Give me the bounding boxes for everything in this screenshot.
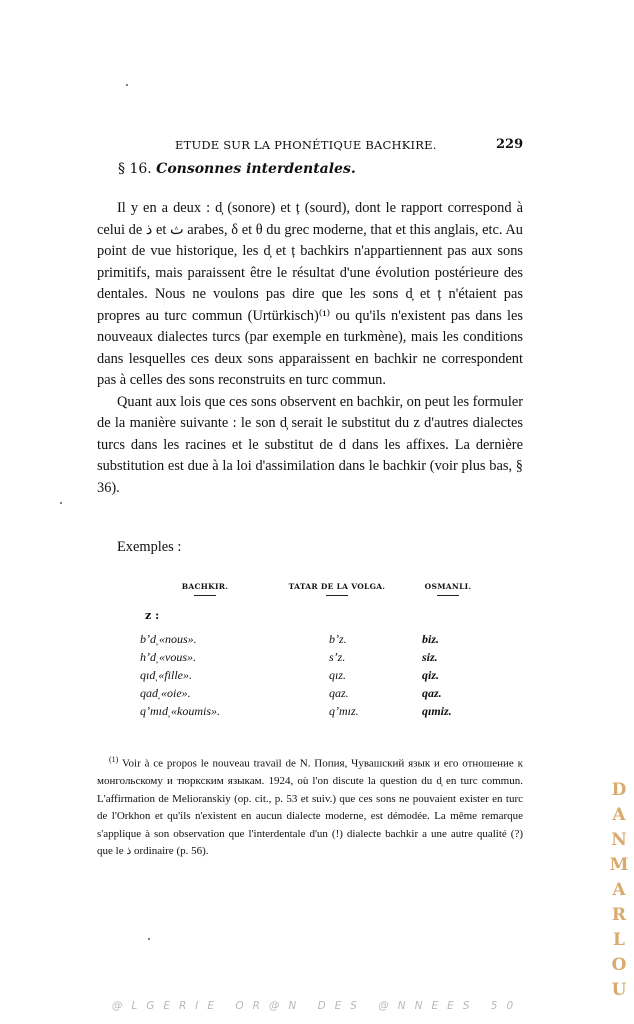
footnote	[97, 751, 523, 861]
example-bachkir: qıd̦ «fille».	[140, 668, 192, 682]
watermark-letter: M	[609, 855, 629, 875]
example-row	[0, 704, 634, 722]
watermark-letter: D	[611, 780, 627, 800]
watermark-letter: L	[613, 930, 625, 950]
example-row	[0, 668, 634, 686]
column-header-bachkir	[170, 582, 240, 596]
watermark-letter: A	[612, 805, 626, 825]
column-header-osmanli	[418, 582, 478, 596]
example-tatar: qaz.	[329, 686, 349, 700]
scan-speck	[126, 84, 128, 86]
watermark-letter: N	[611, 830, 627, 850]
example-bachkir: qʼmıd̦ «koumis».	[140, 704, 220, 718]
watermark-letter: O	[611, 955, 627, 975]
footnote-text: Voir à ce propos le nouveau travail de N. Попия, Чувашский язык и его отношение к монгольскому и тюркским языкам. 1924, où l'on discute la question du d̦ en turc commun. L'affirmation de Melioranskiy (op. cit., p. 53 et suiv.) que ces sons ne pouvaient exister en turc de l'Orkhon et qu'ils n'existent en aucun dialecte moderne, est démodée. La même remarque s'applique à son observation que l'interdentale d'un (!) dialecte bachkir a une autre qualité (?) que le ذ ordinaire (p. 56).	[97, 757, 523, 858]
example-osmanli: siz.	[422, 650, 438, 664]
watermark-letter: U	[611, 980, 627, 1000]
scan-speck	[60, 502, 62, 504]
column-header-label: OSMANLI.	[424, 582, 472, 591]
column-header-label: TATAR DE LA VOLGA.	[288, 582, 386, 591]
footnote-marker: (1)	[109, 755, 119, 764]
example-tatar: qʼmız.	[329, 704, 359, 718]
example-osmanli: qımiz.	[422, 704, 452, 718]
column-rule	[194, 595, 216, 596]
section-heading	[118, 161, 356, 177]
column-header-tatar	[282, 582, 392, 596]
example-tatar: bʼz.	[329, 632, 347, 646]
example-bachkir: bʼd̦ «nous».	[140, 632, 197, 646]
running-title: ETUDE SUR LA PHONÉTIQUE BACHKIRE.	[175, 138, 437, 152]
scan-speck	[148, 938, 150, 940]
body-text	[97, 198, 523, 499]
example-row	[0, 686, 634, 704]
section-number: § 16.	[118, 161, 152, 177]
example-bachkir: hʼd̦ «vous».	[140, 650, 196, 664]
example-row	[0, 632, 634, 650]
example-osmanli: biz.	[422, 632, 440, 646]
example-bachkir: qad̦ «oie».	[140, 686, 191, 700]
watermark-letter: A	[612, 880, 626, 900]
example-osmanli: qiz.	[422, 668, 440, 682]
vertical-watermark	[609, 778, 629, 1003]
page-number: 229	[496, 137, 524, 152]
watermark-letter: R	[611, 905, 627, 925]
paragraph: Quant aux lois que ces sons observent en bachkir, on peut les formuler de la manière suivante : le son d̦ serait le substitut du z d'autres dialectes turcs dans les racines et le substitut de d dans les affixes. La dernière substitution est due à la loi d'assimilation dans le bachkir (voir plus bas, § 36).	[97, 393, 523, 496]
section-title: Consonnes interdentales.	[156, 161, 356, 177]
column-rule	[326, 595, 348, 596]
column-rule	[437, 595, 459, 596]
column-header-label: BACHKIR.	[181, 582, 229, 591]
running-header	[0, 134, 634, 158]
footer-watermark: @LGERIE OR@N DES @NNEES 50	[111, 1000, 523, 1012]
example-osmanli: qaz.	[422, 686, 442, 700]
examples-label: Exemples :	[117, 539, 182, 555]
example-row	[0, 650, 634, 668]
paragraph: Il y en a deux : d̦ (sonore) et ț (sourd), dont le rapport correspond à celui de ذ et ث arabes, δ et θ du grec moderne, that et this anglais, etc. Au point de vue historique, les d̦ et ț bachkirs n'appartiennent pas aux sons primitifs, mais paraissent être le résultat d'une évolution postérieure des dentales. Nous ne voulons pas dire que les sons d̦ et ț n'étaient pas propres au turc commun (Urtürkisch)⁽¹⁾ ou qu'ils n'existent pas dans les nouveaux dialectes turcs (par exemple en turkmène), mais les conditions dans lesquelles ces deux sons apparaissent en bachkir ne correspondent pas à celles des sons reconstruits en turc commun.	[97, 200, 523, 388]
examples-sublabel: z :	[145, 609, 160, 622]
example-tatar: qız.	[329, 668, 347, 682]
example-tatar: sʼz.	[329, 650, 346, 664]
